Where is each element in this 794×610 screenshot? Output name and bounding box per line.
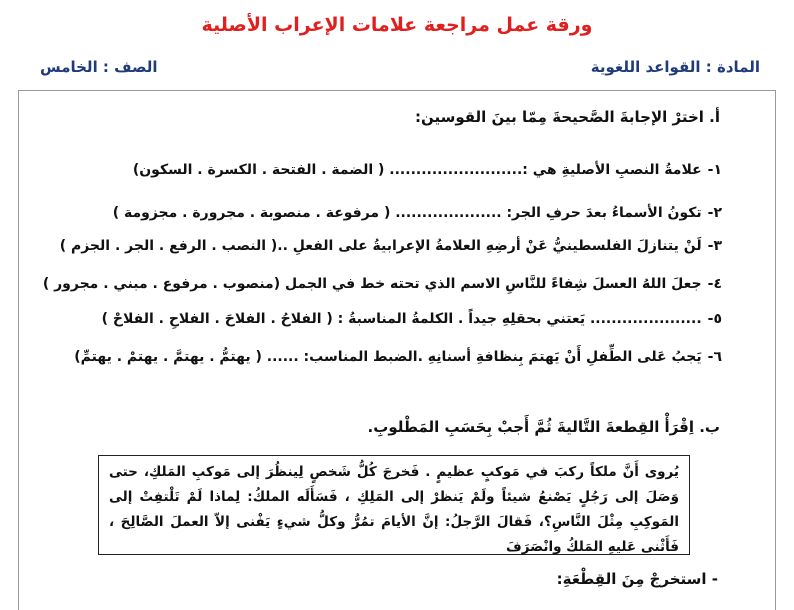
question-number: ١- xyxy=(707,162,722,178)
question-text: لَنْ يتنازلَ الفلسطينيُّ عَنْ أرضِهِ العلامةُ الإعرابيةُ على الفعلِ ..( النصب . الرفع . الجر . الجزم ) xyxy=(59,238,702,254)
meta-row xyxy=(40,58,760,82)
section-b-heading: ب. اِقْرَأْ القِطعةَ التَّاليةَ ثُمَّ أَجبْ بِحَسَبِ المَطْلوبِ. xyxy=(367,418,720,436)
question-number: ٣- xyxy=(707,238,722,254)
header-divider xyxy=(18,90,776,91)
question-text: تكونُ الأسماءُ بعدَ حرفِ الجر: .................... ( مرفوعة . منصوبة . مجرورة . مجزومة ) xyxy=(112,205,702,221)
question-text: جعلَ اللهُ العسلَ شِفاءً للنَّاسِ الاسم الذي تحته خط في الجمل (منصوب . مرفوع . مبني . مجرور ) xyxy=(42,276,702,292)
question-number: ٦- xyxy=(707,349,722,365)
question-text: يَجبُ عَلى الطِّفلِ أَنْ يَهتمَ بِنظافةِ أسنانِهِ .الضبط المناسب: ...... ( يهتمُّ . يهتمَّ . يهتمْ . يهتمِّ) xyxy=(74,349,702,365)
question-6 xyxy=(74,349,722,365)
section-a-heading: أ. اخترْ الإجابةَ الصَّحيحةَ مِمّا بينَ القوسين: xyxy=(414,108,720,126)
question-3 xyxy=(60,238,722,254)
subject-label: المادة : القواعد اللغوية xyxy=(590,58,760,76)
page-title: ورقة عمل مراجعة علامات الإعراب الأصلية xyxy=(201,14,593,36)
reading-passage-box xyxy=(98,455,690,555)
left-border xyxy=(18,90,19,610)
question-1 xyxy=(133,162,722,178)
question-number: ٥- xyxy=(707,311,722,327)
right-border xyxy=(775,90,776,610)
passage-text: يُروى أَنَّ ملكاً ركبَ في مَوكبٍ عظيمٍ . فَخرجَ كُلُّ شَخصٍ لِينظُرَ إلى مَوكبِ المَلكِ، حتى وَصَلَ إلى رَجُلٍ يَصْنعُ شيئاً ولَمْ يَنظرْ إلى المَلِكِ ، فَسَأَلَه الملكُ: لِماذا لَمْ تَلْتفِتْ إلى المَوكِبِ مِثْلَ النَّاسِ؟، فَقالَ الرَّجلُ: إنَّ الأيامَ تمُرُّ وكلُّ شيءٍ يَفْنى إلاّ العملَ الصَّالِحَ ، فَأَثْنى عَليهِ المَلكُ وانْصَرَفَ xyxy=(109,464,679,555)
question-text: علامةُ النصبِ الأصليةِ هي :......................... ( الضمة . الفتحة . الكسرة . السكون) xyxy=(132,162,702,178)
question-text: ..................... يَعتني بحقلِهِ جيداً . الكلمةُ المناسبةُ : ( الفلاحُ . الفلاحَ . الفلاحِ . الفلاحْ ) xyxy=(101,311,702,327)
extract-prompt: - استخرجْ مِنَ القِطْعَةِ: xyxy=(556,570,718,588)
question-number: ٤- xyxy=(707,276,722,292)
question-2 xyxy=(113,205,722,221)
question-5 xyxy=(102,311,722,327)
question-number: ٢- xyxy=(707,205,722,221)
grade-label: الصف : الخامس xyxy=(40,58,158,76)
question-4 xyxy=(43,276,722,292)
